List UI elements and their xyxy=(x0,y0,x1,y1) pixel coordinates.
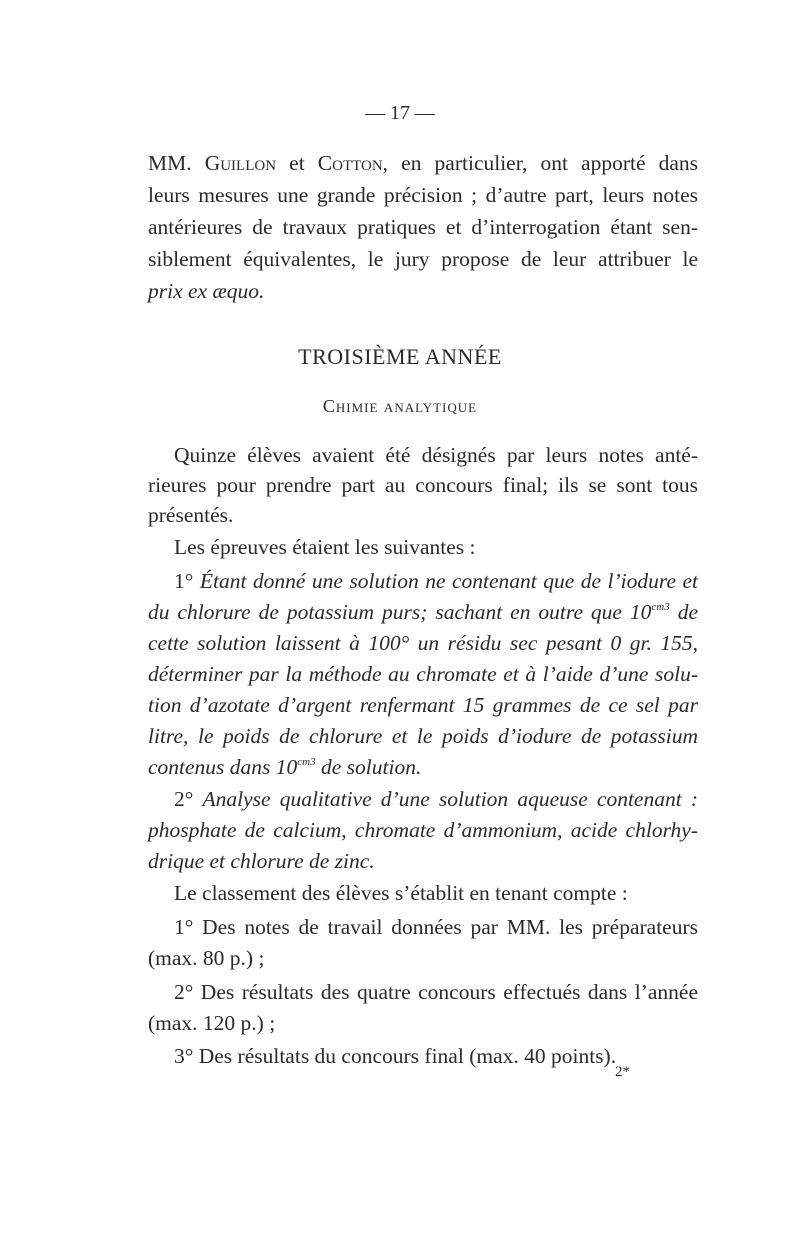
epreuve1-line7-a: contenus dans 10 xyxy=(148,755,298,779)
name-guillon: Guillon xyxy=(204,151,277,175)
epreuve1-number: 1° xyxy=(174,569,194,593)
epreuve1-line2 xyxy=(148,597,698,627)
conjunction: et xyxy=(289,151,305,175)
name-cotton: Cotton, xyxy=(317,151,389,175)
epreuve2-line1 xyxy=(174,784,698,814)
para2-line3: présentés. xyxy=(148,503,234,527)
epreuve1-line6: litre, le poids de chlorure et le poids d’iodure de potassium xyxy=(148,724,698,748)
unit-cm3: cm3 xyxy=(651,601,670,613)
epreuve2-line2: phosphate de calcium, chromate d’ammonium, acide chlorhy- xyxy=(148,818,698,842)
epreuve2-line1-text: Analyse qualitative d’une solution aqueuse contenant : xyxy=(202,787,698,811)
para1-line4: siblement équivalentes, le jury propose de leur attribuer le xyxy=(148,247,698,271)
epreuve1-line4: déterminer par la méthode au chromate et à l’aide d’une solu- xyxy=(148,662,698,686)
epreuve1-line7-b: de solution. xyxy=(315,755,422,779)
epreuve1-line7 xyxy=(148,752,698,782)
epreuve1-line2-a: du chlorure de potassium purs; sachant en outre que 10 xyxy=(148,600,652,624)
para2-line1: Quinze élèves avaient été désignés par leurs notes anté- xyxy=(174,443,698,467)
epreuve1-line1-text: Étant donné une solution ne contenant que de l’iodure et xyxy=(199,569,698,593)
para1-line1 xyxy=(148,148,698,178)
signature-mark: 2* xyxy=(615,1064,630,1080)
para1-line2: leurs mesures une grande précision ; d’autre part, leurs notes xyxy=(148,183,698,207)
section-title: TROISIÈME ANNÉE xyxy=(298,344,502,369)
epreuve1-line1 xyxy=(174,566,698,596)
criterion-1-line2: (max. 80 p.) ; xyxy=(148,946,265,970)
para1-line1-rest: en particulier, ont apporté dans xyxy=(401,151,699,175)
criterion-3-line1: 3° Des résultats du concours final (max. 40 points). xyxy=(174,1044,617,1068)
criterion-1-line1: 1° Des notes de travail données par MM. les préparateurs xyxy=(174,915,698,939)
epreuve1-line5: tion d’azotate d’argent renfermant 15 grammes de ce sel par xyxy=(148,693,698,717)
mm-prefix: MM. xyxy=(148,151,192,175)
subsection-title: Chimie analytique xyxy=(322,396,478,416)
page-number: — 17 — xyxy=(365,102,435,124)
epreuve1-line3: cette solution laissent à 100° un résidu sec pesant 0 gr. 155, xyxy=(148,631,698,655)
para2-line2: rieures pour prendre part au concours final; ils se sont tous xyxy=(148,473,698,497)
epreuve2-number: 2° xyxy=(174,787,194,811)
criterion-2-line2: (max. 120 p.) ; xyxy=(148,1011,276,1035)
unit-cm3: cm3 xyxy=(297,756,316,768)
epreuve2-line3: drique et chlorure de zinc. xyxy=(148,849,375,873)
criterion-2-line1: 2° Des résultats des quatre concours effectués dans l’année xyxy=(174,980,698,1004)
para4-line: Le classement des élèves s’établit en tenant compte : xyxy=(174,881,628,905)
para3-line: Les épreuves étaient les suivantes : xyxy=(174,535,476,559)
para1-line3: antérieures de travaux pratiques et d’interrogation étant sen- xyxy=(148,215,698,239)
epreuve1-line2-b: de xyxy=(669,600,698,624)
para1-line5: prix ex æquo. xyxy=(148,279,265,303)
